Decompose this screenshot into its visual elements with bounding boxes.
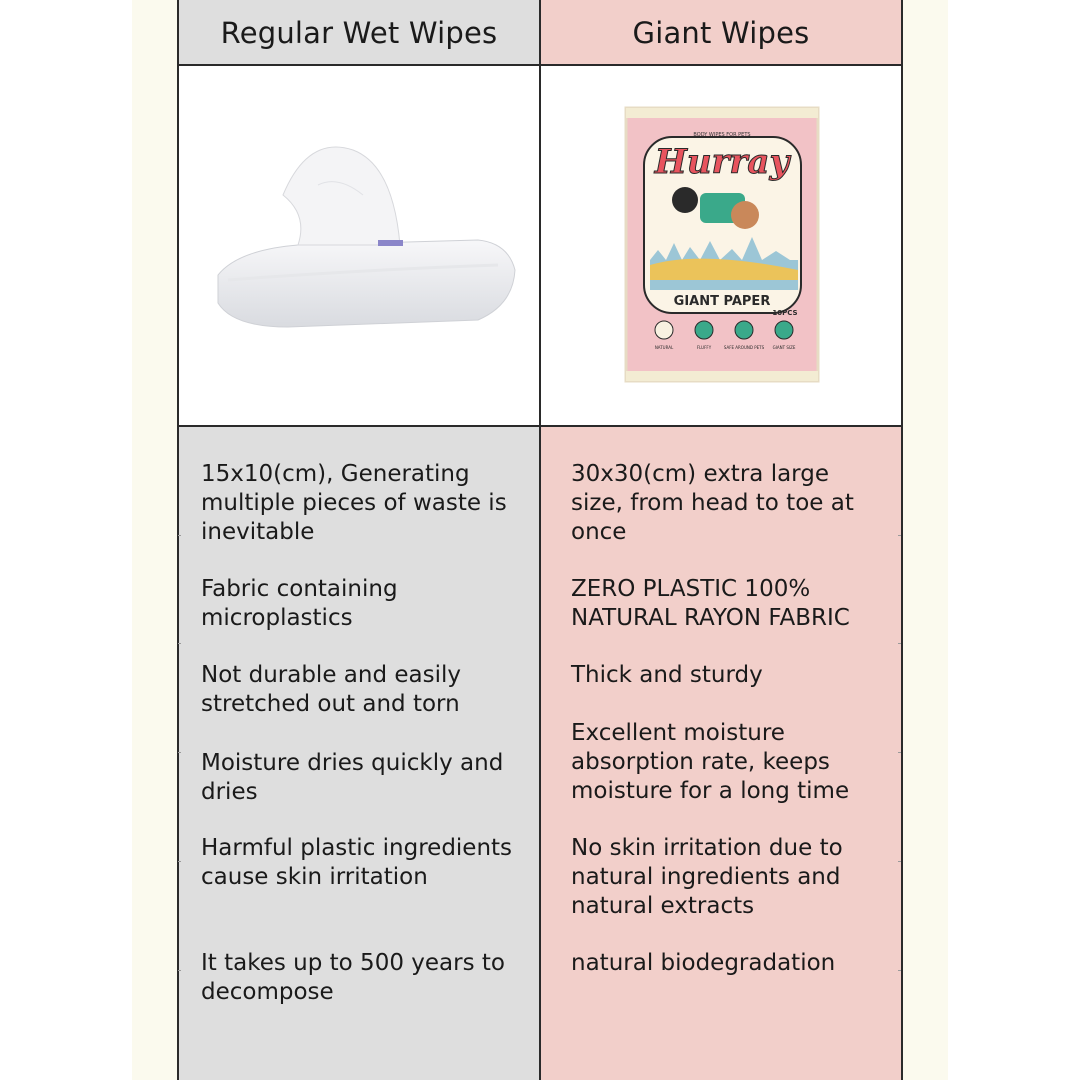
grid-line xyxy=(177,0,179,1080)
regular-feature-row: It takes up to 500 years to decompose xyxy=(201,950,505,1005)
header-giant-label: Giant Wipes xyxy=(632,15,810,50)
right-margin xyxy=(902,0,948,1080)
regular-feature-row: Moisture dries quickly and dries xyxy=(201,750,504,805)
giant-feature-row: 30x30(cm) extra large size, from head to toe at once xyxy=(571,461,854,545)
left-margin xyxy=(132,0,178,1080)
grid-line xyxy=(178,425,902,427)
grid-line xyxy=(539,0,541,1080)
row-tick xyxy=(178,535,181,536)
regular-feature-row: Not durable and easily stretched out and torn xyxy=(201,662,461,717)
row-tick xyxy=(178,861,181,862)
pack-feature-giant: GIANT SIZE xyxy=(772,345,796,350)
giant-wipes-pack-image xyxy=(540,65,902,426)
row-tick xyxy=(898,861,901,862)
giant-feature-row: Excellent moisture absorption rate, keeps moisture for a long time xyxy=(571,720,850,804)
giant-feature-row: natural biodegradation xyxy=(571,950,836,976)
regular-wipes-pack-image xyxy=(178,65,540,426)
row-tick xyxy=(898,643,901,644)
pack-brand: Hurray xyxy=(654,142,790,182)
pack-feature-natural: NATURAL xyxy=(654,345,674,350)
regular-wipes-image-cell xyxy=(178,65,540,426)
pack-paper-label: GIANT PAPER xyxy=(673,294,771,309)
pack-count: 10PCS xyxy=(772,309,798,317)
regular-feature-row: Harmful plastic ingredients cause skin irritation xyxy=(201,835,513,890)
pack-feature-fluffy: FLUFFY xyxy=(696,345,712,350)
pack-feature-safe: SAFE AROUND PETS xyxy=(723,345,765,350)
pack-top-text: BODY WIPES FOR PETS xyxy=(693,132,751,138)
regular-feature-row: 15x10(cm), Generating multiple pieces of waste is inevitable xyxy=(201,461,507,545)
giant-feature-row: No skin irritation due to natural ingredients and natural extracts xyxy=(571,835,843,919)
row-tick xyxy=(178,643,181,644)
giant-feature-row: Thick and sturdy xyxy=(571,662,763,688)
header-regular-label: Regular Wet Wipes xyxy=(220,15,498,50)
grid-line xyxy=(178,64,902,66)
regular-feature-row: Fabric containing microplastics xyxy=(201,576,398,631)
giant-feature-row: ZERO PLASTIC 100% NATURAL RAYON FABRIC xyxy=(571,576,850,631)
header-giant-wipes xyxy=(540,0,902,65)
giant-wipes-image-cell xyxy=(540,65,902,426)
grid-line xyxy=(901,0,903,1080)
header-regular-wipes xyxy=(178,0,540,65)
row-tick xyxy=(898,535,901,536)
row-tick xyxy=(178,752,181,753)
row-tick xyxy=(898,970,901,971)
row-tick xyxy=(178,970,181,971)
row-tick xyxy=(898,752,901,753)
